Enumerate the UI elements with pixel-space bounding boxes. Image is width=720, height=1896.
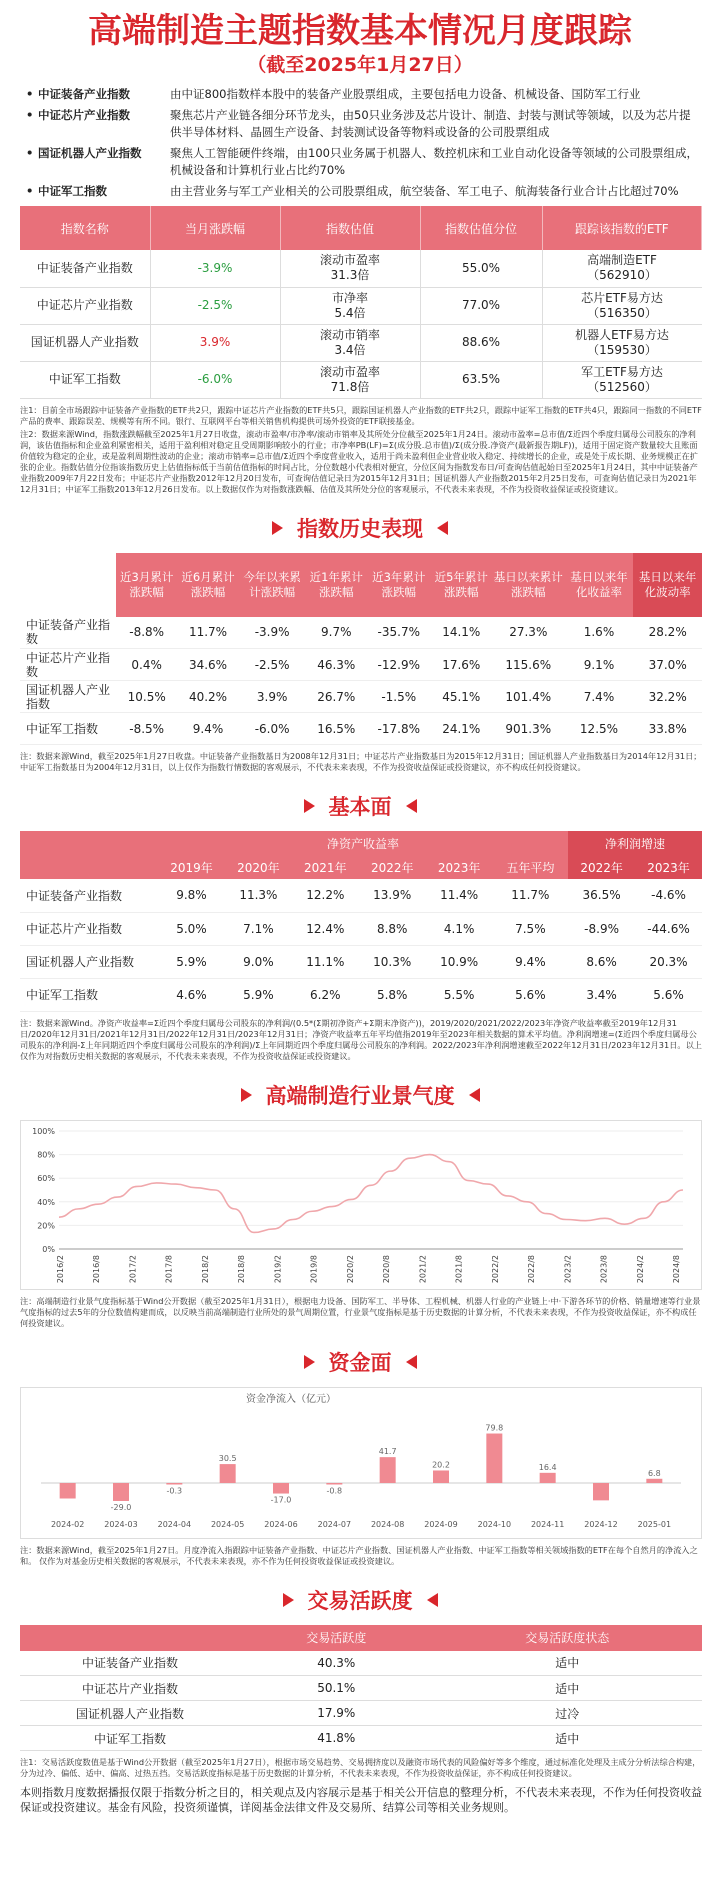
cell: -3.9% bbox=[239, 617, 306, 649]
table-row bbox=[20, 1676, 702, 1701]
data-label: -0.3 bbox=[166, 1486, 183, 1495]
cell: 13.9% bbox=[359, 879, 426, 912]
index-name: 中证装备产业指数 bbox=[20, 1651, 240, 1676]
x-tick-label: 2024-10 bbox=[477, 1519, 512, 1529]
description-row bbox=[20, 143, 702, 181]
cell: 32.2% bbox=[633, 681, 702, 713]
table-row bbox=[20, 681, 702, 713]
section-header bbox=[0, 1347, 720, 1377]
table-row bbox=[20, 945, 702, 978]
industry-note: 注：高端制造行业景气度指标基于Wind公开数据（截至2025年1月31日），根据电力设备、国防军工、半导体、工程机械、机器人行业的产业链上·中·下游各环节的价格、销量增速等行业景气度指标的过去5年的分位数值构建而成，以反映当前高端制造行业所处的景气周期位置，行业景气度指标是基于历史数据的计算分析，不代表未来表现，不作为投资收益保证，亦不构成任何投资建议。 bbox=[20, 1295, 701, 1328]
triangle-left-icon bbox=[437, 521, 448, 535]
cell: 14.1% bbox=[431, 617, 492, 649]
cell: 36.5% bbox=[568, 879, 635, 912]
cell: 8.8% bbox=[359, 912, 426, 945]
cell: -6.0% bbox=[239, 713, 306, 745]
cell: 7.1% bbox=[225, 912, 292, 945]
x-tick-label: 2024-02 bbox=[50, 1519, 85, 1529]
etf bbox=[542, 361, 702, 398]
table-row bbox=[20, 912, 702, 945]
table-row bbox=[20, 879, 702, 912]
triangle-left-icon bbox=[406, 799, 417, 813]
triangle-right-icon bbox=[241, 1088, 252, 1102]
col-header: 指数估值分位 bbox=[420, 206, 542, 250]
valuation-value: 5.4倍 bbox=[334, 305, 366, 320]
cell: 5.8% bbox=[359, 978, 426, 1011]
table-row bbox=[20, 1701, 702, 1726]
valuation-metric: 滚动市盈率 bbox=[319, 253, 380, 268]
bar bbox=[326, 1483, 342, 1485]
cell: 5.5% bbox=[426, 978, 493, 1011]
index-name: 中证芯片产业指数 bbox=[20, 287, 150, 324]
cell: 9.0% bbox=[225, 945, 292, 978]
x-tick-label: 2016/2 bbox=[56, 1254, 65, 1283]
industry-line-chart bbox=[21, 1121, 701, 1289]
monthly-change: 3.9% bbox=[150, 324, 280, 361]
cell: 28.2% bbox=[633, 617, 702, 649]
disclaimer: 本则指数月度数据播报仅限于指数分析之目的，相关观点及内容展示是基于相关公开信息的整理分析，不代表未来表现，不作为任何投资收益保证或投资建议。基金有风险，投资须谨慎，详阅基金法律文件及交易所、结算公司等相关业务规则。 bbox=[20, 1786, 702, 1814]
series-line bbox=[59, 1154, 683, 1232]
x-tick-label: 2019/8 bbox=[309, 1254, 319, 1283]
x-tick-label: 2024/2 bbox=[635, 1254, 645, 1283]
cell: -44.6% bbox=[635, 912, 702, 945]
cell: 4.6% bbox=[158, 978, 225, 1011]
x-tick-label: 2021/8 bbox=[454, 1254, 464, 1283]
description-row bbox=[20, 181, 702, 202]
index-name: 国证机器人产业指数 bbox=[20, 324, 150, 361]
cell: 4.1% bbox=[426, 912, 493, 945]
y-tick-label: 0% bbox=[42, 1244, 55, 1254]
cell: 6.2% bbox=[292, 978, 359, 1011]
col-header: 2022年 bbox=[568, 855, 635, 879]
cell: 8.6% bbox=[568, 945, 635, 978]
history-table bbox=[20, 553, 702, 746]
triangle-left-icon bbox=[406, 1355, 417, 1369]
section-title: 资金面 bbox=[328, 1350, 392, 1375]
x-tick-label: 2023/8 bbox=[599, 1254, 609, 1283]
cell: 0.4% bbox=[116, 649, 177, 681]
index-name: 国证机器人产业指数 bbox=[20, 1701, 240, 1726]
cell: 9.4% bbox=[177, 713, 238, 745]
cell: 5.6% bbox=[493, 978, 569, 1011]
cell: 5.9% bbox=[225, 978, 292, 1011]
x-tick-label: 2024-11 bbox=[530, 1519, 565, 1529]
index-name: 中证装备产业指数 bbox=[20, 250, 150, 287]
cell: -35.7% bbox=[367, 617, 431, 649]
cell: 12.5% bbox=[565, 713, 634, 745]
activity-status: 适中 bbox=[433, 1676, 703, 1701]
section-title: 基本面 bbox=[328, 795, 392, 819]
x-tick-label: 2024-12 bbox=[584, 1519, 618, 1529]
cell: 1.6% bbox=[565, 617, 634, 649]
x-tick-label: 2018/8 bbox=[237, 1254, 247, 1283]
cell: 46.3% bbox=[306, 649, 367, 681]
cell: 12.4% bbox=[292, 912, 359, 945]
table-row bbox=[20, 250, 702, 287]
data-label: 16.4 bbox=[538, 1462, 557, 1472]
data-label: 30.5 bbox=[218, 1453, 237, 1463]
table-row bbox=[20, 1651, 702, 1676]
description-text: 由中证800指数样本股中的装备产业股票组成，主要包括电力设备、机械设备、国防军工行业 bbox=[170, 87, 641, 101]
index-descriptions bbox=[20, 84, 702, 202]
cell: 34.6% bbox=[177, 649, 238, 681]
flows-note: 注：数据来源Wind，截至2025年1月27日。月度净流入指跟踪中证装备产业指数、中证芯片产业指数、国证机器人产业指数、中证军工指数等相关领域指数的ETF在每个自然月的净流入之和。 仅作为对基金历史相关数据的客观展示，不代表未来表现，亦不作为任何投资收益保证或投资建议。 bbox=[20, 1544, 698, 1566]
bar bbox=[593, 1483, 609, 1500]
cell: 17.6% bbox=[431, 649, 492, 681]
data-label: -29.0 bbox=[110, 1502, 132, 1512]
flows-bar-chart bbox=[21, 1388, 701, 1538]
cell: 101.4% bbox=[492, 681, 565, 713]
col-header: 2021年 bbox=[292, 855, 359, 879]
col-header: 2023年 bbox=[635, 855, 702, 879]
cell: 40.2% bbox=[177, 681, 238, 713]
col-header: 基日以来年化收益率 bbox=[565, 553, 634, 617]
activity-status: 适中 bbox=[433, 1651, 703, 1676]
valuation bbox=[280, 250, 420, 287]
etf-code: （159530） bbox=[587, 342, 657, 357]
valuation-percentile: 88.6% bbox=[420, 324, 542, 361]
table-row bbox=[20, 287, 702, 324]
table-row bbox=[20, 324, 702, 361]
monthly-change: -2.5% bbox=[150, 287, 280, 324]
valuation-percentile: 63.5% bbox=[420, 361, 542, 398]
description-text: 由主营业务与军工产业相关的公司股票组成，航空装备、军工电子、航海装备行业合计占比超过70% bbox=[170, 184, 679, 198]
col-header: 当月涨跌幅 bbox=[150, 206, 280, 250]
index-name: 中证芯片产业指数 bbox=[20, 912, 158, 945]
index-name: 中证军工指数 bbox=[20, 361, 150, 398]
valuation-value: 71.8倍 bbox=[330, 379, 370, 394]
description-name: • 中证芯片产业指数 bbox=[20, 107, 170, 141]
cell: 24.1% bbox=[431, 713, 492, 745]
valuation-value: 31.3倍 bbox=[330, 268, 370, 283]
cell: 7.4% bbox=[565, 681, 634, 713]
section-title: 交易活跃度 bbox=[307, 1588, 413, 1613]
y-tick-label: 100% bbox=[32, 1126, 55, 1136]
index-name: 中证军工指数 bbox=[20, 713, 116, 745]
data-label: -17.0 bbox=[270, 1495, 292, 1505]
col-header: 近3年累计涨跌幅 bbox=[367, 553, 431, 617]
cell: 11.1% bbox=[292, 945, 359, 978]
fundamentals-table bbox=[20, 831, 702, 1012]
cell: -8.9% bbox=[568, 912, 635, 945]
description-text: 聚焦人工智能硬件终端，由100只业务属于机器人、数控机床和工业自动化设备等领域的公司股票组成，机械设备和计算机行业占比约70% bbox=[170, 146, 698, 177]
cell: 5.9% bbox=[158, 945, 225, 978]
cell: 7.5% bbox=[493, 912, 569, 945]
section-header bbox=[0, 791, 720, 821]
etf bbox=[542, 250, 702, 287]
overview-table bbox=[20, 206, 702, 399]
valuation-metric: 滚动市盈率 bbox=[319, 364, 380, 379]
x-tick-label: 2022/8 bbox=[527, 1254, 537, 1283]
description-text: 聚焦芯片产业链各细分环节龙头，由50只业务涉及芯片设计、制造、封装与测试等领域，以及为芯片提供半导体材料、晶圆生产设备、封装测试设备等物料或设备的公司股票组成 bbox=[170, 108, 691, 139]
activity-status: 适中 bbox=[433, 1726, 703, 1751]
x-tick-label: 2022/2 bbox=[490, 1254, 500, 1283]
activity-value: 17.9% bbox=[240, 1701, 433, 1726]
index-name: 中证芯片产业指数 bbox=[20, 1676, 240, 1701]
cell: 27.3% bbox=[492, 617, 565, 649]
valuation-value: 3.4倍 bbox=[334, 342, 366, 357]
etf-code: （516350） bbox=[587, 305, 657, 320]
bar bbox=[486, 1433, 502, 1482]
cell: 11.7% bbox=[493, 879, 569, 912]
valuation bbox=[280, 324, 420, 361]
cell: 10.3% bbox=[359, 945, 426, 978]
section-header bbox=[0, 513, 720, 543]
col-header: 2023年 bbox=[426, 855, 493, 879]
etf-code: （562910） bbox=[587, 268, 657, 283]
description-name: • 国证机器人产业指数 bbox=[20, 145, 170, 179]
bar bbox=[433, 1470, 449, 1483]
x-tick-label: 2024-06 bbox=[264, 1519, 298, 1529]
x-tick-label: 2024-04 bbox=[157, 1519, 192, 1529]
x-tick-label: 2025-01 bbox=[637, 1519, 672, 1529]
index-name: 国证机器人产业指数 bbox=[20, 681, 116, 713]
bar bbox=[273, 1483, 289, 1494]
table-row bbox=[20, 361, 702, 398]
index-name: 中证军工指数 bbox=[20, 1726, 240, 1751]
cell: 115.6% bbox=[492, 649, 565, 681]
col-header: 基日以来年化波动率 bbox=[633, 553, 702, 617]
etf-name: 军工ETF易方达 bbox=[581, 364, 663, 379]
col-header: 2022年 bbox=[359, 855, 426, 879]
triangle-right-icon bbox=[283, 1593, 294, 1607]
group-header: 净利润增速 bbox=[568, 831, 702, 855]
x-tick-label: 2020/8 bbox=[382, 1254, 392, 1283]
x-tick-label: 2021/2 bbox=[418, 1254, 428, 1283]
bar bbox=[220, 1464, 236, 1483]
cell: 26.7% bbox=[306, 681, 367, 713]
x-tick-label: 2024-09 bbox=[424, 1519, 458, 1529]
x-tick-label: 2016/8 bbox=[92, 1254, 102, 1283]
triangle-left-icon bbox=[427, 1593, 438, 1607]
table-row bbox=[20, 1726, 702, 1751]
data-label: 20.2 bbox=[432, 1459, 450, 1469]
cell: -8.8% bbox=[116, 617, 177, 649]
index-name: 中证装备产业指数 bbox=[20, 617, 116, 649]
cell: 11.3% bbox=[225, 879, 292, 912]
monthly-change: -6.0% bbox=[150, 361, 280, 398]
triangle-left-icon bbox=[469, 1088, 480, 1102]
data-label: -0.8 bbox=[326, 1486, 343, 1495]
activity-table bbox=[20, 1625, 702, 1752]
y-tick-label: 60% bbox=[37, 1173, 55, 1183]
col-header: 近6月累计涨跌幅 bbox=[177, 553, 238, 617]
cell: 11.7% bbox=[177, 617, 238, 649]
col-header: 近1年累计涨跌幅 bbox=[306, 553, 367, 617]
x-tick-label: 2017/2 bbox=[128, 1254, 138, 1283]
x-tick-label: 2024-05 bbox=[210, 1519, 245, 1529]
section-header bbox=[0, 1080, 720, 1110]
cell: 45.1% bbox=[431, 681, 492, 713]
etf-name: 机器人ETF易方达 bbox=[575, 327, 669, 342]
bar bbox=[60, 1483, 76, 1499]
x-tick-label: 2018/2 bbox=[200, 1254, 210, 1283]
bar bbox=[646, 1478, 662, 1482]
col-header: 指数名称 bbox=[20, 206, 150, 250]
cell: 9.1% bbox=[565, 649, 634, 681]
col-header: 基日以来累计涨跌幅 bbox=[492, 553, 565, 617]
etf bbox=[542, 287, 702, 324]
history-note: 注：数据来源Wind，截至2025年1月27日收盘。中证装备产业指数基日为2008年12月31日；中证芯片产业指数基日为2015年12月31日；国证机器人产业指数基日为2014年12月31日；中证军工指数基日为2004年12月31日，以上仅作为指数行情数据的客观展示，不代表未来表现，不作为投资收益保证或投资建议，亦不构成任何投资建议。 bbox=[20, 751, 702, 772]
cell: 20.3% bbox=[635, 945, 702, 978]
section-header bbox=[0, 1585, 720, 1615]
valuation bbox=[280, 361, 420, 398]
activity-status: 过冷 bbox=[433, 1701, 703, 1726]
valuation bbox=[280, 287, 420, 324]
col-header: 近3月累计涨跌幅 bbox=[116, 553, 177, 617]
chart-title: 资金净流入（亿元） bbox=[246, 1393, 336, 1405]
description-name: • 中证军工指数 bbox=[20, 183, 170, 200]
cell: 10.9% bbox=[426, 945, 493, 978]
cell: 3.4% bbox=[568, 978, 635, 1011]
activity-value: 41.8% bbox=[240, 1726, 433, 1751]
x-tick-label: 2024-08 bbox=[370, 1519, 405, 1529]
etf-code: （512560） bbox=[587, 379, 657, 394]
flows-chart-box bbox=[20, 1387, 702, 1539]
table-row bbox=[20, 649, 702, 681]
y-tick-label: 20% bbox=[37, 1220, 55, 1230]
cell: 16.5% bbox=[306, 713, 367, 745]
valuation-percentile: 55.0% bbox=[420, 250, 542, 287]
index-name: 国证机器人产业指数 bbox=[20, 945, 158, 978]
valuation-metric: 滚动市销率 bbox=[319, 327, 380, 342]
triangle-right-icon bbox=[272, 521, 283, 535]
page-title: 高端制造主题指数基本情况月度跟踪 bbox=[88, 11, 632, 51]
section-title: 高端制造行业景气度 bbox=[265, 1083, 455, 1108]
cell: 9.4% bbox=[493, 945, 569, 978]
bar bbox=[380, 1457, 396, 1483]
col-header: 交易活跃度状态 bbox=[433, 1625, 703, 1651]
etf bbox=[542, 324, 702, 361]
fundamentals-note: 注：数据来源Wind。净资产收益率=Σ近四个季度归属母公司股东的净利润/(0.5*(Σ期初净资产+Σ期末净资产))，2019/2020/2021/2022/2023年净资产收益率截至2019年12月31日/2020年12月31日/2021年12月31日/2022年12月31日/2023年12月31日；净资产收益率五年平均值指2019年至2023年相关数据的算术平均值。净利润增速=(Σ近四个季度归属母公司股东的净利润-Σ上年同期近四个季度归属母公司股东的净利润)/Σ上年同期近四个季度归属母公司股东的净利润。2022/2023年净利润增速截至2022年12月31日/2023年12月31日。以上仅作为对指数历史相关数据的客观展示，不代表未来表现，不作为投资收益保证或投资建议。 bbox=[20, 1017, 702, 1061]
col-header: 2020年 bbox=[225, 855, 292, 879]
cell: 37.0% bbox=[633, 649, 702, 681]
table-row bbox=[20, 617, 702, 649]
industry-chart-box bbox=[20, 1120, 702, 1290]
activity-value: 40.3% bbox=[240, 1651, 433, 1676]
data-label: 79.8 bbox=[485, 1423, 504, 1433]
cell: 901.3% bbox=[492, 713, 565, 745]
etf-name: 芯片ETF易方达 bbox=[581, 290, 663, 305]
cell: -1.5% bbox=[367, 681, 431, 713]
col-header: 跟踪该指数的ETF bbox=[542, 206, 702, 250]
data-label: 6.8 bbox=[647, 1468, 661, 1478]
index-name: 中证装备产业指数 bbox=[20, 879, 158, 912]
cell: 9.8% bbox=[158, 879, 225, 912]
col-header: 五年平均 bbox=[493, 855, 569, 879]
description-row bbox=[20, 105, 702, 143]
page-subtitle: （截至2025年1月27日） bbox=[247, 54, 473, 76]
index-name: 中证军工指数 bbox=[20, 978, 158, 1011]
note-1: 注1：目前全市场跟踪中证装备产业指数的ETF共2只，跟踪中证芯片产业指数的ETF共5只，跟踪国证机器人产业指数的ETF共2只，跟踪中证军工指数的ETF共4只，跟踪同一指数的不同ETF产品的费率、跟踪误差、规模等有所不同。银行、互联网平台等相关销售机构提供可场外投资的ETF联接基金。 bbox=[20, 404, 702, 426]
col-header: 近5年累计涨跌幅 bbox=[431, 553, 492, 617]
monthly-change: -3.9% bbox=[150, 250, 280, 287]
cell: -4.6% bbox=[635, 879, 702, 912]
x-tick-label: 2023/2 bbox=[563, 1254, 573, 1283]
note-2: 注2：数据来源Wind，指数涨跌幅截至2025年1月27日收盘，滚动市盈率/市净率/滚动市销率及其所处分位截至2025年1月24日。滚动市盈率=总市值/Σ近四个季度归属母公司股东的净利润，该估值指标和企业盈利紧密相关，适用于盈利相对稳定且受周期影响较小的行业；市净率PB(LF)=Σ(成分股.总市值)/Σ(成分股.净资产(最新报告期LF))，适用于固定资产数量较大且账面价值较为稳定的企业，或是盈利周期性波动的企业；滚动市销率=总市值/Σ近四个季度营业收入，适用于尚未盈利但企业营业收入稳定、持续增长的企业，或是处于成长期、业务规模正在扩张的企业。指数估值分位指该指数历史上估值指标低于当前估值指标的时间占比，分位数越小代表相对便宜，分位区间为指数发布日/可查询估值起始日至2025年1月24日，其中中证装备产业指数2009年7月22日发布；中证芯片产业指数2012年12月20日发布，可查询估值记录日为2015年12月31日；国证机器人产业指数2015年2月25日发布，可查询估值记录日为2021年12月31日；中证军工指数2013年12月26日发布。以上数据仅作为对指数涨跌幅、估值及其所处分位的客观展示，不代表未来表现，不作为投资收益保证或投资建议。 bbox=[20, 428, 698, 494]
cell: 11.4% bbox=[426, 879, 493, 912]
etf-name: 高端制造ETF bbox=[587, 253, 657, 268]
cell: -2.5% bbox=[239, 649, 306, 681]
x-tick-label: 2024-07 bbox=[317, 1519, 352, 1529]
triangle-right-icon bbox=[304, 799, 315, 813]
x-tick-label: 2017/8 bbox=[164, 1254, 174, 1283]
bar bbox=[113, 1483, 129, 1501]
cell: -8.5% bbox=[116, 713, 177, 745]
bar bbox=[166, 1483, 182, 1485]
col-header: 指数估值 bbox=[280, 206, 420, 250]
cell: 5.0% bbox=[158, 912, 225, 945]
bar bbox=[540, 1472, 556, 1482]
section-title: 指数历史表现 bbox=[297, 516, 423, 541]
table-row bbox=[20, 713, 702, 745]
y-tick-label: 80% bbox=[37, 1150, 55, 1160]
cell: 12.2% bbox=[292, 879, 359, 912]
cell: -17.8% bbox=[367, 713, 431, 745]
x-tick-label: 2019/2 bbox=[273, 1254, 283, 1283]
col-header: 今年以来累计涨跌幅 bbox=[239, 553, 306, 617]
cell: 9.7% bbox=[306, 617, 367, 649]
data-label: 41.7 bbox=[378, 1446, 397, 1456]
cell: 3.9% bbox=[239, 681, 306, 713]
activity-value: 50.1% bbox=[240, 1676, 433, 1701]
table-row bbox=[20, 978, 702, 1011]
y-tick-label: 40% bbox=[37, 1197, 55, 1207]
cell: 5.6% bbox=[635, 978, 702, 1011]
description-row bbox=[20, 84, 702, 105]
cell: -12.9% bbox=[367, 649, 431, 681]
x-tick-label: 2024-03 bbox=[104, 1519, 138, 1529]
col-header: 2019年 bbox=[158, 855, 225, 879]
triangle-right-icon bbox=[304, 1355, 315, 1369]
activity-note: 注1：交易活跃度数值是基于Wind公开数据（截至2025年1月27日），根据市场交易趋势、交易拥挤度以及融资市场代表的风险偏好等多个维度，通过标准化处理及主成分分析法综合构建，分为过冷、偏低、适中、偏高、过热五挡。交易活跃度指标是基于历史数据的计算分析，不代表未来表现，不作为投资收益保证，亦不构成任何投资建议。 bbox=[20, 1757, 701, 1778]
x-tick-label: 2024/8 bbox=[672, 1254, 681, 1283]
group-header: 净资产收益率 bbox=[158, 831, 568, 855]
valuation-metric: 市净率 bbox=[331, 290, 368, 305]
index-name: 中证芯片产业指数 bbox=[20, 649, 116, 681]
description-name: • 中证装备产业指数 bbox=[20, 86, 170, 103]
x-tick-label: 2020/2 bbox=[345, 1254, 355, 1283]
valuation-percentile: 77.0% bbox=[420, 287, 542, 324]
cell: 10.5% bbox=[116, 681, 177, 713]
cell: 33.8% bbox=[633, 713, 702, 745]
col-header: 交易活跃度 bbox=[240, 1625, 433, 1651]
